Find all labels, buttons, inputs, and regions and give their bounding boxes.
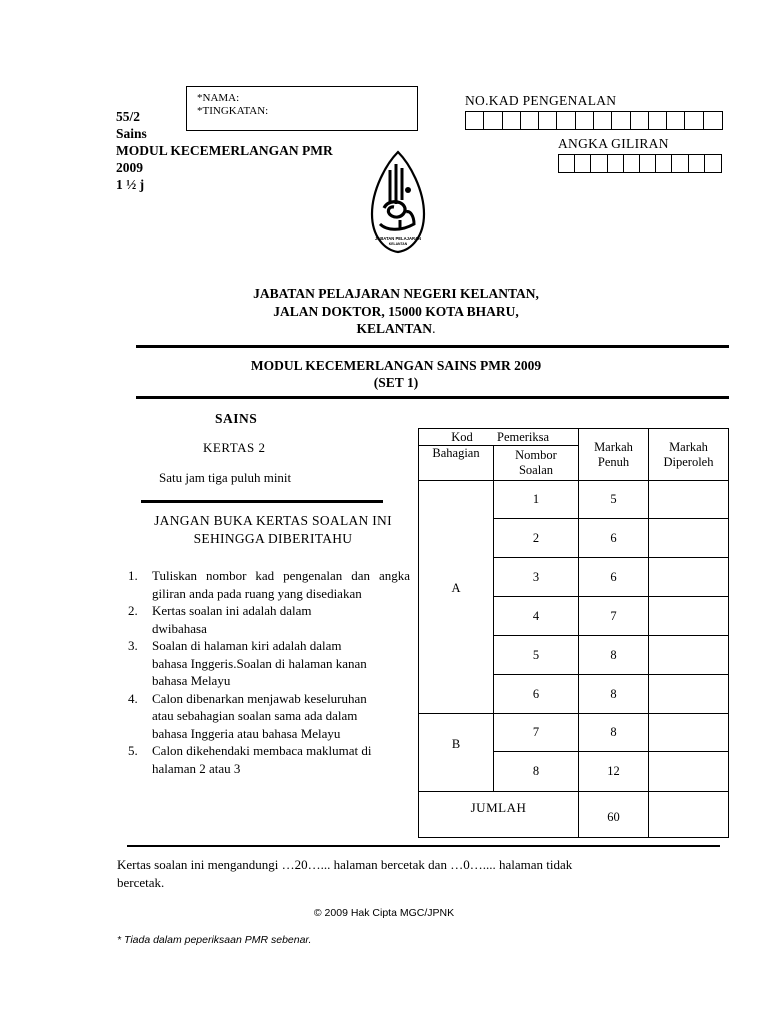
marks-obtained-cell[interactable] [649, 675, 729, 714]
section-header: Bahagian [419, 446, 494, 481]
question-number: 8 [494, 752, 579, 792]
instruction-item [128, 742, 410, 777]
digit-box[interactable] [656, 155, 672, 172]
paper-subject: Sains [116, 126, 147, 141]
full-marks-header [579, 429, 649, 481]
module-year: 2009 [116, 160, 143, 175]
marks-obtained-cell[interactable] [649, 636, 729, 675]
question-number: 5 [494, 636, 579, 675]
address-line-1: JABATAN PELAJARAN NEGERI KELANTAN, [253, 286, 539, 301]
second-divider [136, 396, 729, 399]
digit-box[interactable] [539, 112, 557, 129]
marks-obtained-header [649, 429, 729, 481]
full-marks: 6 [579, 519, 649, 558]
address-line-3-period: . [432, 321, 436, 336]
instruction-text: Kertas soalan ini adalah dalam dwibahasa [152, 603, 312, 636]
total-full-marks: 60 [579, 792, 649, 838]
instruction-text: Tuliskan nombor kad pengenalan dan angka giliran anda pada ruang yang disediakan [152, 568, 410, 601]
instruction-text: Calon dibenarkan menjawab keseluruhan atau sebahagian soalan sama ada dalam bahasa Inggeria atau bahasa Melayu [152, 690, 367, 741]
pemeriksa-label: Pemeriksa [497, 429, 550, 444]
question-number: 1 [494, 481, 579, 519]
page-count-line-1: Kertas soalan ini mengandungi …20…... halaman bercetak dan …0….... halaman tidak [117, 857, 573, 872]
question-number-header-line1: Nombor [515, 448, 557, 462]
digit-box[interactable] [557, 112, 575, 129]
top-divider [136, 345, 729, 348]
address-line-3: KELANTAN [356, 321, 433, 336]
instruction-number: 4. [128, 690, 138, 706]
marks-obtained-cell[interactable] [649, 752, 729, 792]
kod-label: Kod [451, 429, 473, 444]
marks-table [418, 428, 729, 838]
digit-box[interactable] [594, 112, 612, 129]
instruction-item [128, 602, 410, 637]
disclaimer-note: * Tiada dalam peperiksaan PMR sebenar. [117, 934, 312, 946]
warning-text [118, 512, 428, 548]
instruction-number: 1. [128, 568, 138, 583]
digit-box[interactable] [667, 112, 685, 129]
marks-obtained-header-line2: Diperoleh [663, 454, 714, 469]
question-number: 3 [494, 558, 579, 597]
warning-line-2: SEHINGGA DIBERITAHU [193, 531, 353, 546]
marks-obtained-cell[interactable] [649, 558, 729, 597]
marks-obtained-cell[interactable] [649, 481, 729, 519]
ic-label: NO.KAD PENGENALAN [465, 93, 617, 108]
digit-box[interactable] [704, 112, 722, 129]
address-block [160, 285, 632, 338]
question-number: 7 [494, 714, 579, 752]
digit-box[interactable] [559, 155, 575, 172]
marks-obtained-cell[interactable] [649, 714, 729, 752]
logo-text-line2: KELANTAN [388, 242, 408, 246]
digit-box[interactable] [466, 112, 484, 129]
question-number-header-line2: Soalan [518, 463, 554, 477]
digit-box[interactable] [503, 112, 521, 129]
address-line-2: JALAN DOKTOR, 15000 KOTA BHARU, [273, 303, 519, 319]
question-number: 4 [494, 597, 579, 636]
full-marks: 12 [579, 752, 649, 792]
full-marks: 7 [579, 597, 649, 636]
digit-box[interactable] [689, 155, 705, 172]
module-title-line-1: MODUL KECEMERLANGAN SAINS PMR 2009 [250, 358, 542, 373]
digit-box[interactable] [631, 112, 649, 129]
digit-box[interactable] [685, 112, 703, 129]
digit-box[interactable] [575, 155, 591, 172]
examiner-code-header [419, 429, 579, 446]
marks-obtained-cell[interactable] [649, 597, 729, 636]
digit-box[interactable] [705, 155, 721, 172]
section-b-label: B [419, 714, 494, 792]
digit-box[interactable] [591, 155, 607, 172]
marks-obtained-cell[interactable] [649, 519, 729, 558]
full-marks-header-line2: Penuh [597, 454, 630, 469]
left-divider [141, 500, 383, 503]
full-marks: 8 [579, 714, 649, 752]
digit-box[interactable] [649, 112, 667, 129]
question-number: 2 [494, 519, 579, 558]
full-marks: 5 [579, 481, 649, 519]
instruction-item [128, 637, 410, 690]
digit-box[interactable] [576, 112, 594, 129]
logo-text-line1: JABATAN PELAJARAN [374, 236, 422, 241]
full-marks: 6 [579, 558, 649, 597]
instruction-item [128, 567, 410, 602]
paper-number: KERTAS 2 [203, 440, 266, 455]
ic-number-boxes[interactable] [465, 111, 723, 130]
full-marks: 8 [579, 675, 649, 714]
instruction-number: 2. [128, 603, 138, 618]
instruction-number: 5. [128, 743, 138, 758]
page-count-note [117, 856, 677, 892]
marks-obtained-header-line1: Markah [669, 439, 708, 454]
instruction-list [128, 567, 410, 777]
question-number-header [494, 446, 579, 481]
bottom-divider [127, 845, 720, 847]
digit-box[interactable] [640, 155, 656, 172]
page-count-line-2: bercetak. [117, 875, 165, 890]
module-title [160, 357, 632, 391]
jpn-kelantan-logo [370, 150, 426, 254]
section-a-label: A [419, 481, 494, 714]
paper-duration: Satu jam tiga puluh minit [159, 470, 292, 485]
instruction-text: Soalan di halaman kiri adalah dalam bahasa Inggeris.Soalan di halaman kanan bahasa Melayu [152, 638, 367, 688]
instruction-text: Calon dikehendaki membaca maklumat di halaman 2 atau 3 [152, 743, 372, 776]
full-marks-header-line1: Markah [594, 439, 633, 454]
full-marks: 8 [579, 636, 649, 675]
digit-box[interactable] [484, 112, 502, 129]
digit-box[interactable] [612, 112, 630, 129]
warning-line-1: JANGAN BUKA KERTAS SOALAN INI [154, 513, 392, 528]
paper-code-block [116, 108, 333, 193]
digit-box[interactable] [521, 112, 539, 129]
total-marks-obtained-cell[interactable] [649, 792, 729, 838]
digit-box[interactable] [672, 155, 688, 172]
digit-box[interactable] [624, 155, 640, 172]
module-name: MODUL KECEMERLANGAN PMR [116, 143, 333, 158]
name-label: *NAMA: [197, 92, 240, 104]
subject-title: SAINS [215, 411, 258, 426]
copyright-notice: © 2009 Hak Cipta MGC/JPNK [313, 907, 455, 919]
instruction-number: 3. [128, 638, 138, 653]
total-label: JUMLAH [419, 792, 579, 838]
exam-number-label: ANGKA GILIRAN [558, 136, 669, 151]
instruction-item [128, 690, 410, 743]
question-number: 6 [494, 675, 579, 714]
exam-number-boxes[interactable] [558, 154, 722, 173]
module-title-line-2: (SET 1) [373, 375, 419, 390]
paper-code: 55/2 [116, 109, 141, 124]
paper-duration-short: 1 ½ j [116, 177, 145, 192]
form-label: *TINGKATAN: [197, 105, 269, 117]
digit-box[interactable] [608, 155, 624, 172]
